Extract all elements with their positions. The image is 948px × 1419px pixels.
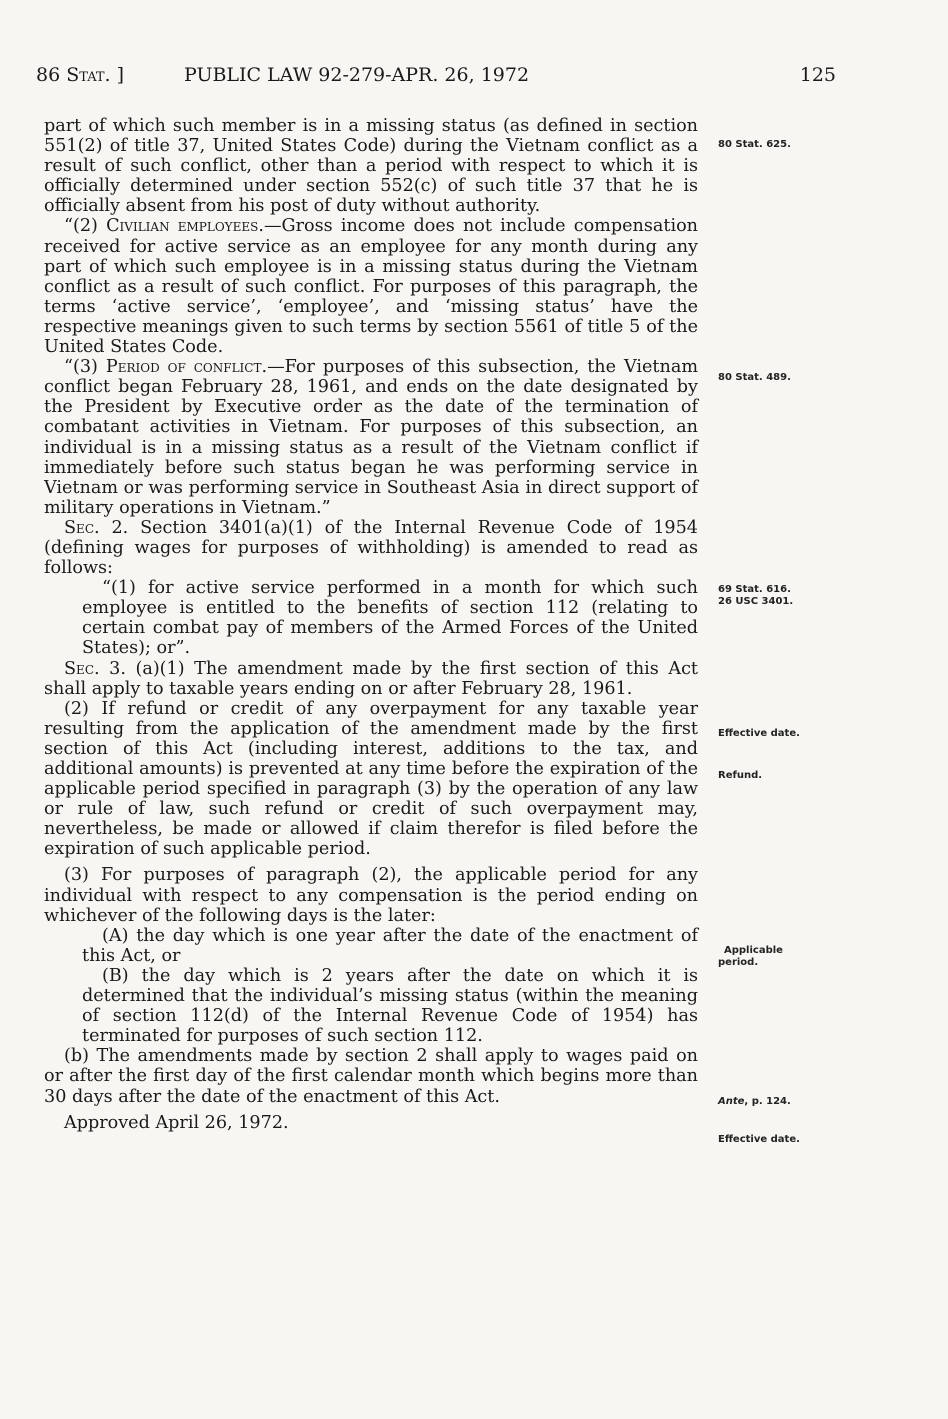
approval-date: Approved April 26, 1972. — [64, 1112, 289, 1133]
margin-note-69-stat-616: 69 Stat. 616. 26 USC 3401. — [718, 584, 794, 607]
stat-reference: 86 Stat. ] — [36, 64, 125, 86]
page-number: 125 — [799, 64, 836, 86]
margin-note-refund: Refund. — [718, 770, 763, 781]
running-header — [36, 64, 836, 94]
margin-note-80-stat-489: 80 Stat. 489. — [718, 372, 791, 383]
margin-note-80-stat-625: 80 Stat. 625. — [718, 139, 791, 150]
law-text-body — [44, 116, 698, 1133]
clause-a: (A) the day which is one year after the date of the enactment of this Act, or — [82, 925, 698, 966]
section-3a1: Sec. 3. (a)(1) The amendment made by the first section of this Act shall apply to taxable years ending on or after February 28, 1961. — [44, 658, 699, 699]
law-title: PUBLIC LAW 92-279-APR. 26, 1972 — [184, 64, 530, 86]
amended-text: “(1) for active service performed in a month for which such employee is entitled to the benefits of section 112 (relating to certain combat pay of members of the Armed Forces of the United States); or”. — [82, 578, 698, 659]
section-3a3: (3) For purposes of paragraph (2), the applicable period for any individual with respect to any compensation is the period ending on whichever of the following days is the later: — [44, 865, 698, 926]
margin-note-effective-date: Effective date. — [718, 728, 800, 739]
paragraph-period-of-conflict: “(3) Period of conflict.—For purposes of this subsection, the Vietnam conflict began February 28, 1961, and ends on the date designated by the President by Executive order as the date of the termination of combatant activities in Vietnam. For purposes of this subsection, an individual is in a missing status as a result of the Vietnam conflict if immediately before such status began he was performing service in Vietnam or was performing service in Southeast Asia in direct support of military operations in Vietnam.” — [44, 357, 698, 518]
margin-note-applicable-period: Applicable period. — [718, 945, 783, 968]
paragraph-continuation: part of which such member is in a missing status (as defined in section 551(2) of title 37, United States Code) during the Vietnam conflict as a result of such conflict, other than a period with respect to which it is officially determined under section 552(c) of such title 37 that he is officially absent from his post of duty without authority. — [44, 116, 698, 217]
heading-civilian-employees: Civilian employees. — [106, 216, 264, 237]
heading-period-of-conflict: Period of conflict. — [105, 357, 268, 378]
clause-b: (B) the day which is 2 years after the date on which it is determined that the individual’s missing status (within the meaning of section 112(d) of the Internal Revenue Code of 1954) has terminated for purposes of such section 112. — [82, 965, 698, 1047]
margin-note-effective-date-2: Effective date. — [718, 1134, 800, 1145]
margin-note-ante-p124: Ante, p. 124. — [718, 1096, 791, 1107]
paragraph-civilian-employees: “(2) Civilian employees.—Gross income does not include compensation received for active service as an employee for any month during any part of which such employee is in a missing status during the Vietnam conflict as a result of such conflict. For purposes of this paragraph, the terms ‘active service’, ‘employee’, and ‘missing status’ have the respective meanings given to such terms by section 5561 of title 5 of the United States Code. — [44, 216, 698, 358]
section-3b: (b) The amendments made by section 2 shall apply to wages paid on or after the first day of the first calendar month which begins more than 30 days after the date of the enactment of this Act. — [44, 1046, 698, 1107]
section-3a2: (2) If refund or credit of any overpayment for any taxable year resulting from the application of the amendment made by the first section of this Act (including interest, additions to the tax, and additional amounts) is prevented at any time before the expiration of the applicable period specified in paragraph (3) by the operation of any law or rule of law, such refund or credit of such overpayment may, nevertheless, be made or allowed if claim therefor is filed before the expiration of such applicable period. — [44, 698, 698, 860]
section-2: Sec. 2. Section 3401(a)(1) of the Internal Revenue Code of 1954 (defining wages for purposes of withholding) is amended to read as follows: — [44, 517, 699, 579]
